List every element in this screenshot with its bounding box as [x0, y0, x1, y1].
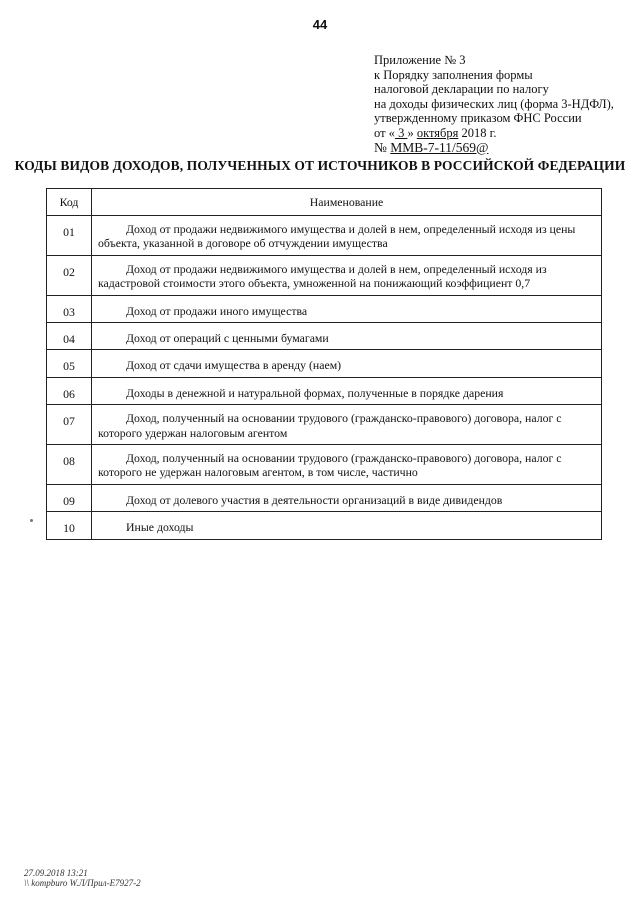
page-number: 44 — [312, 17, 328, 32]
document-title: КОДЫ ВИДОВ ДОХОДОВ, ПОЛУЧЕННЫХ ОТ ИСТОЧНИКОВ В РОССИЙСКОЙ ФЕДЕРАЦИИ — [14, 158, 626, 173]
date-year: 2018 г. — [458, 125, 497, 140]
appendix-header — [374, 53, 634, 155]
row-code: 07 — [47, 405, 92, 445]
footer-timestamp: 27.09.2018 13:21 — [24, 868, 88, 878]
row-code: 08 — [47, 445, 92, 485]
appendix-order — [374, 141, 634, 156]
row-name: Доход от сдачи имущества в аренду (наем) — [92, 350, 602, 377]
row-name: Доходы в денежной и натуральной формах, полученные в порядке дарения — [92, 377, 602, 404]
row-code: 10 — [47, 512, 92, 539]
row-name: Доход от долевого участия в деятельности организаций в виде дивидендов — [92, 484, 602, 511]
footer-file-path: \\ kompburo W.Л/Прил-Е7927-2 — [24, 878, 141, 888]
footer-stamp — [24, 868, 141, 888]
table-header-row — [47, 189, 602, 216]
row-name: Доход, полученный на основании трудового (гражданско-правового) договора, налог с которого удержан налоговым агентом — [92, 405, 602, 445]
table-row — [47, 216, 602, 256]
appendix-line-2: к Порядку заполнения формы — [374, 67, 533, 82]
appendix-line-3: налоговой декларации по налогу — [374, 82, 549, 97]
appendix-line-4: на доходы физических лиц (форма 3-НДФЛ), — [374, 96, 614, 111]
table-row — [47, 255, 602, 295]
header-name: Наименование — [92, 189, 602, 216]
order-number: ММВ-7-11/569@ — [390, 139, 489, 155]
row-name: Доход от продажи недвижимого имущества и долей в нем, определенный исходя из кадастровой стоимости этого объекта, умноженной на понижающий коэффициент 0,7 — [92, 255, 602, 295]
header-code: Код — [47, 189, 92, 216]
row-code: 02 — [47, 255, 92, 295]
table-row — [47, 350, 602, 377]
row-code: 04 — [47, 323, 92, 350]
table-row — [47, 512, 602, 539]
row-code: 05 — [47, 350, 92, 377]
date-prefix: от « — [374, 125, 395, 140]
date-month: октября — [416, 125, 459, 140]
order-prefix: № — [374, 139, 391, 155]
income-codes-table — [46, 188, 602, 540]
row-name: Иные доходы — [92, 512, 602, 539]
row-code: 06 — [47, 377, 92, 404]
row-name: Доход от продажи иного имущества — [92, 295, 602, 322]
table-row — [47, 405, 602, 445]
row-name: Доход от продажи недвижимого имущества и долей в нем, определенный исходя из цены объекта, указанной в договоре об отчуждении имущества — [92, 216, 602, 256]
table-row — [47, 445, 602, 485]
date-day: 3 — [394, 125, 408, 140]
row-code: 03 — [47, 295, 92, 322]
row-code: 09 — [47, 484, 92, 511]
table-row — [47, 484, 602, 511]
date-mid: » — [407, 125, 417, 140]
table-row — [47, 323, 602, 350]
appendix-date — [374, 126, 634, 141]
row-name: Доход от операций с ценными бумагами — [92, 323, 602, 350]
row-name: Доход, полученный на основании трудового (гражданско-правового) договора, налог с которого не удержан налоговым агентом, в том числе, частично — [92, 445, 602, 485]
appendix-line-5: утвержденному приказом ФНС России — [374, 111, 582, 126]
scan-artifact — [30, 519, 33, 522]
row-code: 01 — [47, 216, 92, 256]
table-row — [47, 377, 602, 404]
table-row — [47, 295, 602, 322]
appendix-line-1: Приложение № 3 — [374, 53, 466, 67]
